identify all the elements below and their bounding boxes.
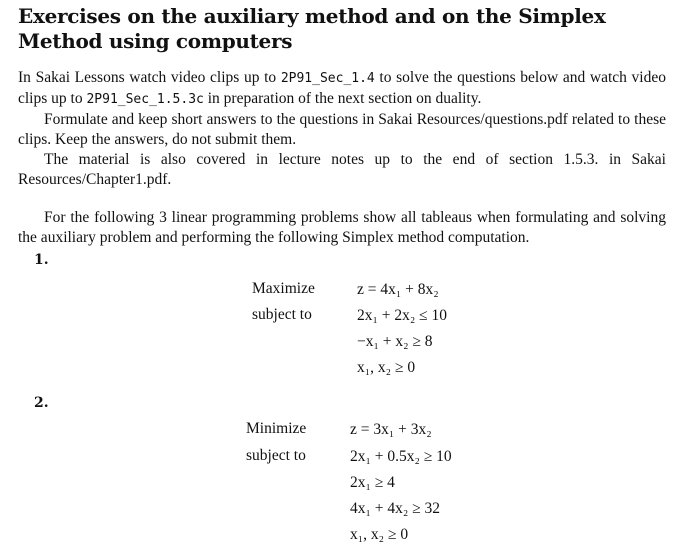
- video-code-2: 2P91_Sec_1.5.3c: [86, 92, 204, 107]
- constraint: 2x₁ + 2x₂ ≤ 10: [357, 307, 448, 324]
- constraint: 2x₁ + 0.5x₂ ≥ 10: [350, 448, 452, 465]
- intro-paragraph-3: The material is also covered in lecture notes up to the end of section 1.5.3. in Sakai Resources/Chapter1.pdf.: [18, 151, 666, 188]
- intro-paragraph-1: [18, 68, 666, 110]
- constraint-keyword: subject to: [252, 306, 312, 323]
- constraint: 4x₁ + 4x₂ ≥ 32: [350, 500, 441, 517]
- objective-function: z = 3x₁ + 3x₂: [350, 421, 432, 438]
- instructions-paragraph: For the following 3 linear programming problems show all tableaus when formulating and solving the auxiliary problem and performing the following Simplex method computation.: [18, 209, 666, 246]
- video-code-1: 2P91_Sec_1.4: [280, 71, 375, 86]
- objective-function: z = 4x₁ + 8x₂: [357, 281, 439, 298]
- page-title: Exercises on the auxiliary method and on the Simplex Method using computers: [18, 4, 606, 53]
- intro-text: in preparation of the next section on duality.: [203, 90, 482, 107]
- nonnegativity-constraint: x₁, x₂ ≥ 0: [357, 359, 416, 376]
- nonnegativity-constraint: x₁, x₂ ≥ 0: [350, 526, 409, 543]
- intro-text: In Sakai Lessons watch video clips up to: [18, 69, 281, 86]
- problem-number: 2.: [34, 395, 49, 411]
- objective-keyword: Minimize: [246, 420, 307, 437]
- constraint: 2x₁ ≥ 4: [350, 474, 395, 491]
- constraint-keyword: subject to: [246, 447, 306, 464]
- problem-number: 1.: [34, 252, 49, 268]
- objective-keyword: Maximize: [252, 280, 315, 297]
- constraint: −x₁ + x₂ ≥ 8: [357, 333, 433, 350]
- intro-paragraph-2: Formulate and keep short answers to the questions in Sakai Resources/questions.pdf related to these clips. Keep the answers, do not submit them.: [18, 111, 666, 148]
- intro-text: to solve the questions below and watch video clips up to: [18, 69, 666, 107]
